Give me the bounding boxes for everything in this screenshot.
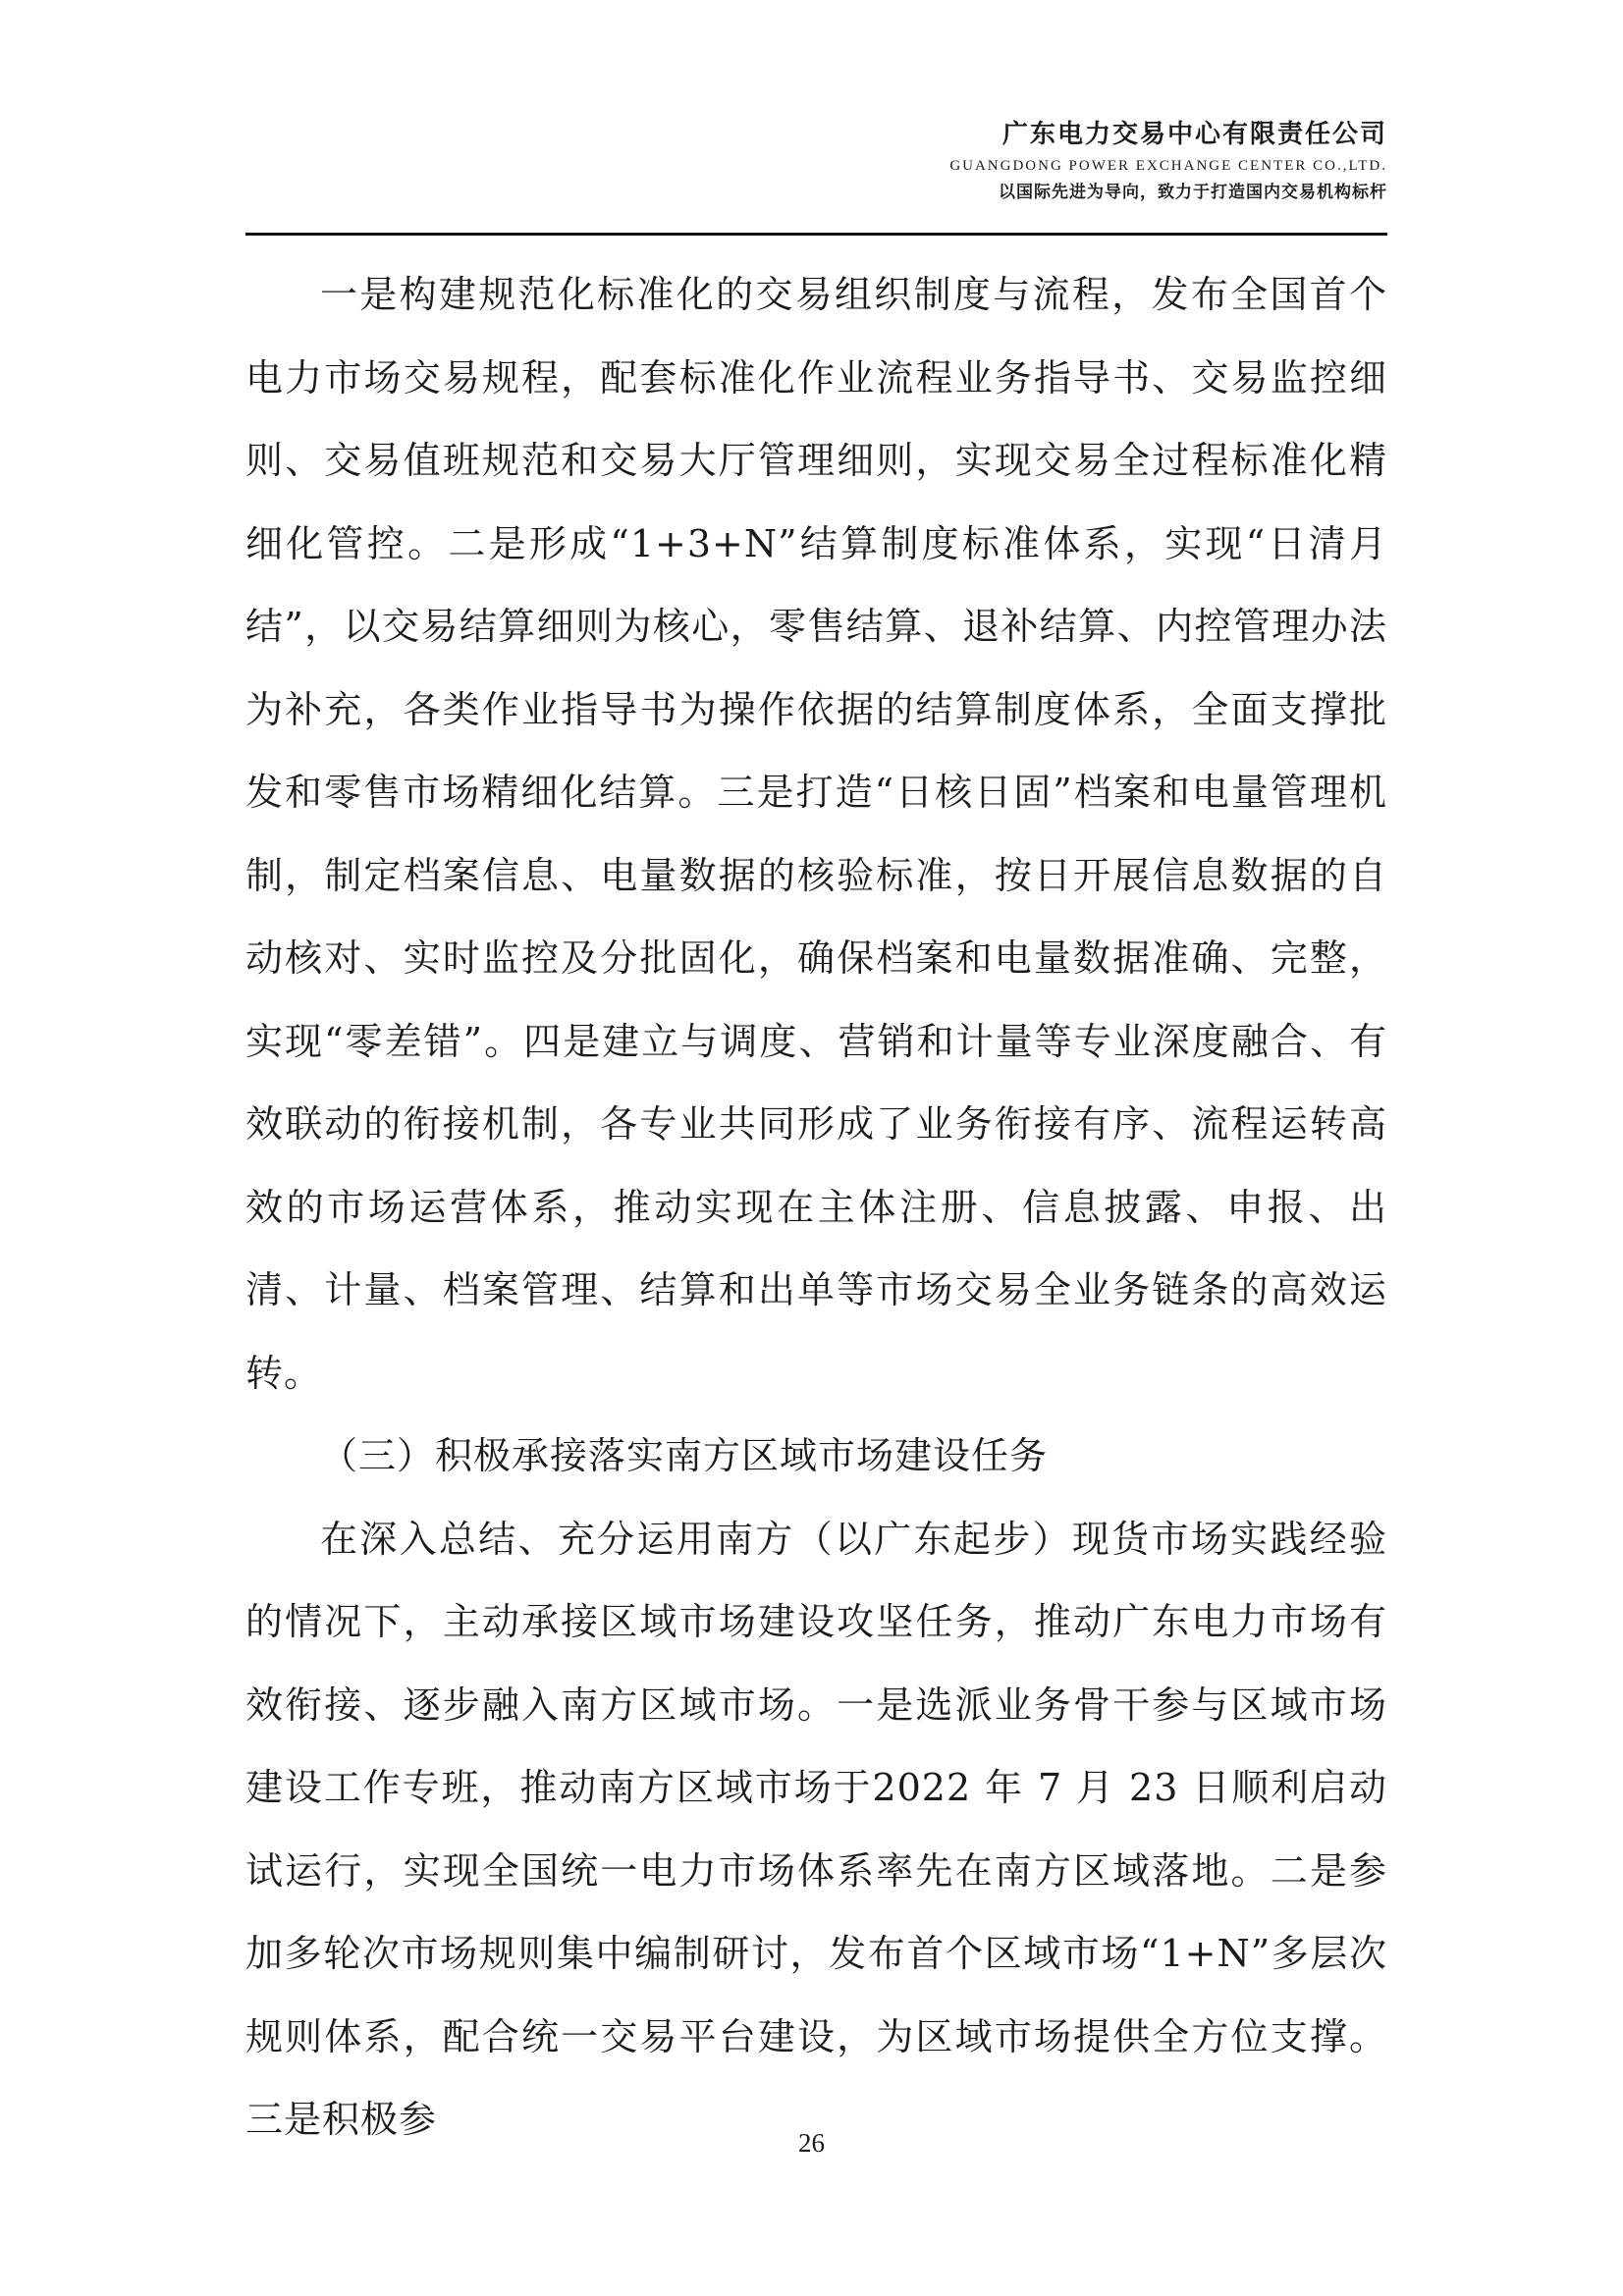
header-divider	[245, 233, 1387, 236]
page-number: 26	[798, 2128, 825, 2158]
page-header	[949, 116, 1387, 206]
organization-name-en: GUANGDONG POWER EXCHANGE CENTER CO.,LTD.	[949, 158, 1387, 174]
organization-slogan: 以国际先进为导向，致力于打造国内交易机构标杆	[999, 183, 1387, 202]
organization-name-cn: 广东电力交易中心有限责任公司	[1001, 120, 1387, 149]
body-paragraph-2: 在深入总结、充分运用南方（以广东起步）现货市场实践经验的情况下，主动承接区域市场建设攻坚任务，推动广东电力市场有效衔接、逐步融入南方区域市场。一是选派业务骨干参与区域市场建设工作专班，推动南方区域市场于2022 年 7 月 23 日顺利启动试运行，实现全国统一电力市场体系率先在南方区域落地。二是参加多轮次市场规则集中编制研讨，发布首个区域市场“1+N”多层次规则体系，配合统一交易平台建设，为区域市场提供全方位支撑。三是积极参	[245, 1517, 1387, 2141]
body-paragraph-1: 一是构建规范化标准化的交易组织制度与流程，发布全国首个电力市场交易规程，配套标准化作业流程业务指导书、交易监控细则、交易值班规范和交易大厅管理细则，实现交易全过程标准化精细化管控。二是形成“1+3+N”结算制度标准体系，实现“日清月结”，以交易结算细则为核心，零售结算、退补结算、内控管理办法为补充，各类作业指导书为操作依据的结算制度体系，全面支撑批发和零售市场精细化结算。三是打造“日核日固”档案和电量管理机制，制定档案信息、电量数据的核验标准，按日开展信息数据的自动核对、实时监控及分批固化，确保档案和电量数据准确、完整，实现“零差错”。四是建立与调度、营销和计量等专业深度融合、有效联动的衔接机制，各专业共同形成了业务衔接有序、流程运转高效的市场运营体系，推动实现在主体注册、信息披露、申报、出清、计量、档案管理、结算和出单等市场交易全业务链条的高效运转。	[245, 273, 1387, 1395]
section-heading: （三）积极承接落实南方区域市场建设任务	[320, 1434, 1049, 1477]
document-body	[245, 253, 1387, 2162]
